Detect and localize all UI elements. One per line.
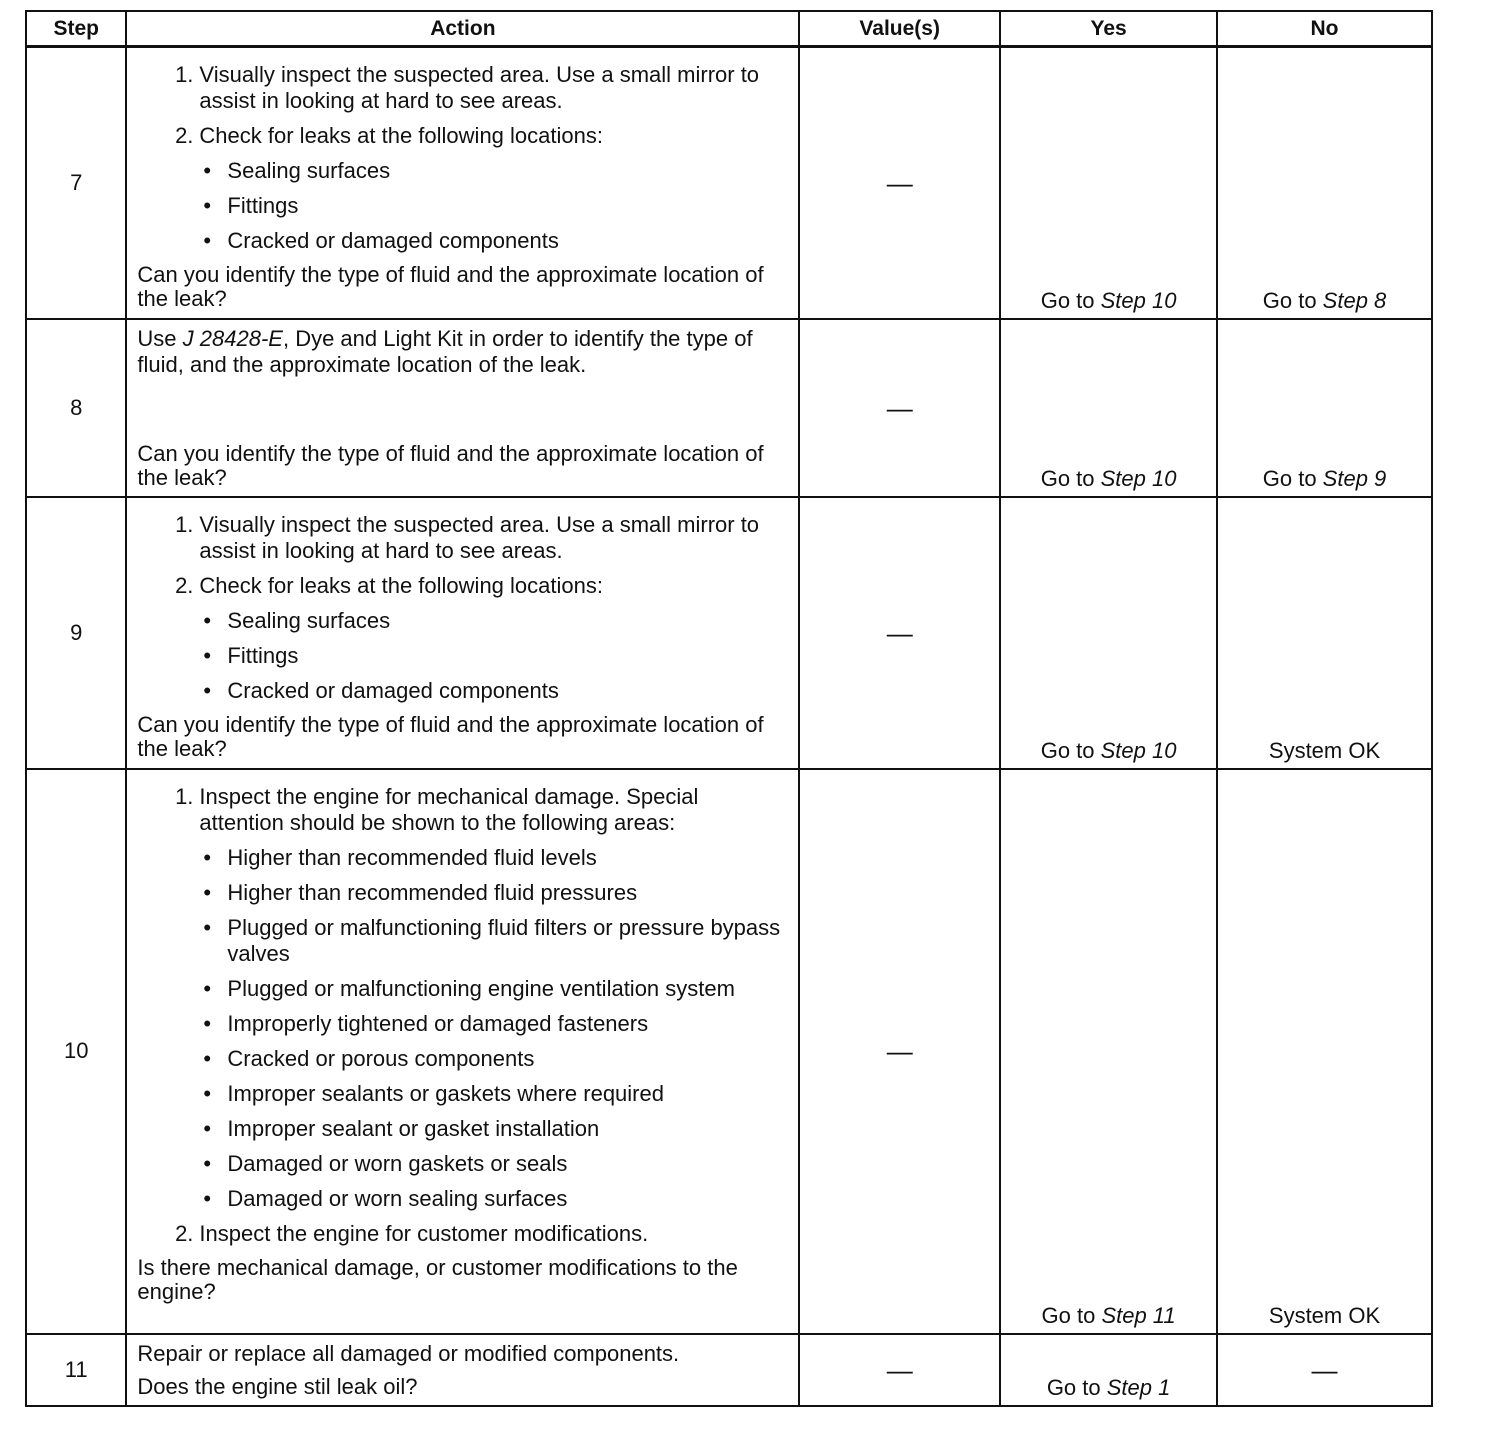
bullet-item: • Sealing surfaces (203, 158, 391, 183)
yes-cell: Go to Step 10 (1000, 47, 1217, 319)
header-yes: Yes (1000, 11, 1217, 47)
step-link[interactable]: Step 9 (1322, 465, 1387, 491)
no-cell: System OK (1217, 497, 1432, 769)
step-number: 9 (26, 497, 126, 769)
bullet-item: • Cracked or damaged components (203, 677, 559, 703)
list-item: 1. Inspect the engine for mechanical damage. Special attention should be shown to the following areas: (175, 783, 699, 835)
value-cell: — (799, 1334, 1000, 1406)
step-link[interactable]: Step 10 (1100, 737, 1177, 763)
action-cell (126, 47, 799, 319)
question-text: Can you identify the type of fluid and the approximate location of the leak? (137, 262, 764, 311)
step-link[interactable]: Step 11 (1101, 1302, 1176, 1328)
table-row-step-11 (26, 1334, 1432, 1406)
step-link[interactable]: Step 10 (1100, 287, 1177, 313)
table-row-step-10 (26, 769, 1432, 1334)
yes-cell: Go to Step 10 (1000, 497, 1217, 769)
step-number: 11 (26, 1334, 126, 1406)
bullet-item: • Plugged or malfunctioning engine ventilation system (203, 975, 735, 1001)
bullet-item: • Damaged or worn sealing surfaces (203, 1185, 568, 1211)
table-row-step-8 (26, 319, 1432, 497)
question-text: Can you identify the type of fluid and the approximate location of the leak? (137, 711, 764, 761)
question-text: Is there mechanical damage, or customer modifications to the engine? (137, 1254, 738, 1304)
value-cell: — (799, 47, 1000, 319)
bullet-item: • Higher than recommended fluid pressures (203, 879, 638, 905)
list-item: 2. Inspect the engine for customer modifications. (175, 1220, 649, 1246)
bullet-item: • Improper sealant or gasket installation (203, 1115, 600, 1141)
step-number: 7 (26, 47, 126, 319)
action-text: Use J 28428-E, Dye and Light Kit in order to identify the type of fluid, and the approximate location of the leak. (137, 325, 753, 377)
bullet-item: • Sealing surfaces (203, 607, 391, 633)
action-text: Repair or replace all damaged or modified components. (137, 1340, 680, 1366)
value-cell: — (799, 497, 1000, 769)
action-cell (126, 497, 799, 769)
no-cell: Go to Step 9 (1217, 319, 1432, 497)
bullet-item: • Fittings (203, 193, 299, 218)
bullet-item: • Plugged or malfunctioning fluid filters or pressure bypass valves (203, 914, 781, 966)
list-item: 1. Visually inspect the suspected area. Use a small mirror to assist in looking at hard to see areas. (175, 511, 760, 563)
step-number: 8 (26, 319, 126, 497)
header-action: Action (126, 11, 799, 47)
diagnostic-procedure-table (25, 10, 1433, 1407)
no-cell: Go to Step 8 (1217, 47, 1432, 319)
action-cell (126, 1334, 799, 1406)
header-values: Value(s) (799, 11, 1000, 47)
bullet-item: • Improper sealants or gaskets where required (203, 1080, 664, 1106)
question-text: Does the engine stil leak oil? (137, 1373, 418, 1399)
question-text: Can you identify the type of fluid and the approximate location of the leak? (137, 440, 764, 490)
bullet-item: • Improperly tightened or damaged fasteners (203, 1010, 649, 1036)
yes-cell: Go to Step 10 (1000, 319, 1217, 497)
tool-reference: J 28428-E (182, 325, 283, 351)
header-step: Step (26, 11, 126, 47)
list-item: 1. Visually inspect the suspected area. Use a small mirror to assist in looking at hard to see areas. (175, 62, 760, 113)
bullet-item: • Cracked or porous components (203, 1045, 535, 1071)
yes-cell: Go to Step 1 (1000, 1334, 1217, 1406)
bullet-item: • Fittings (203, 642, 299, 668)
table-row-step-7 (26, 47, 1432, 319)
yes-cell: Go to Step 11 (1000, 769, 1217, 1334)
no-cell: System OK (1217, 769, 1432, 1334)
action-cell (126, 319, 799, 497)
no-cell: — (1217, 1334, 1432, 1406)
table-row-step-9 (26, 497, 1432, 769)
list-item: 2. Check for leaks at the following locations: (175, 123, 603, 148)
header-no: No (1217, 11, 1432, 47)
action-cell (126, 769, 799, 1334)
step-link[interactable]: Step 10 (1100, 465, 1177, 491)
bullet-item: • Cracked or damaged components (203, 228, 559, 253)
list-item: 2. Check for leaks at the following locations: (175, 572, 603, 598)
step-number: 10 (26, 769, 126, 1334)
bullet-item: • Damaged or worn gaskets or seals (203, 1150, 568, 1176)
value-cell: — (799, 769, 1000, 1334)
step-link[interactable]: Step 8 (1322, 287, 1387, 313)
step-link[interactable]: Step 1 (1106, 1374, 1171, 1400)
header-row (26, 11, 1432, 47)
bullet-item: • Higher than recommended fluid levels (203, 844, 597, 870)
value-cell: — (799, 319, 1000, 497)
